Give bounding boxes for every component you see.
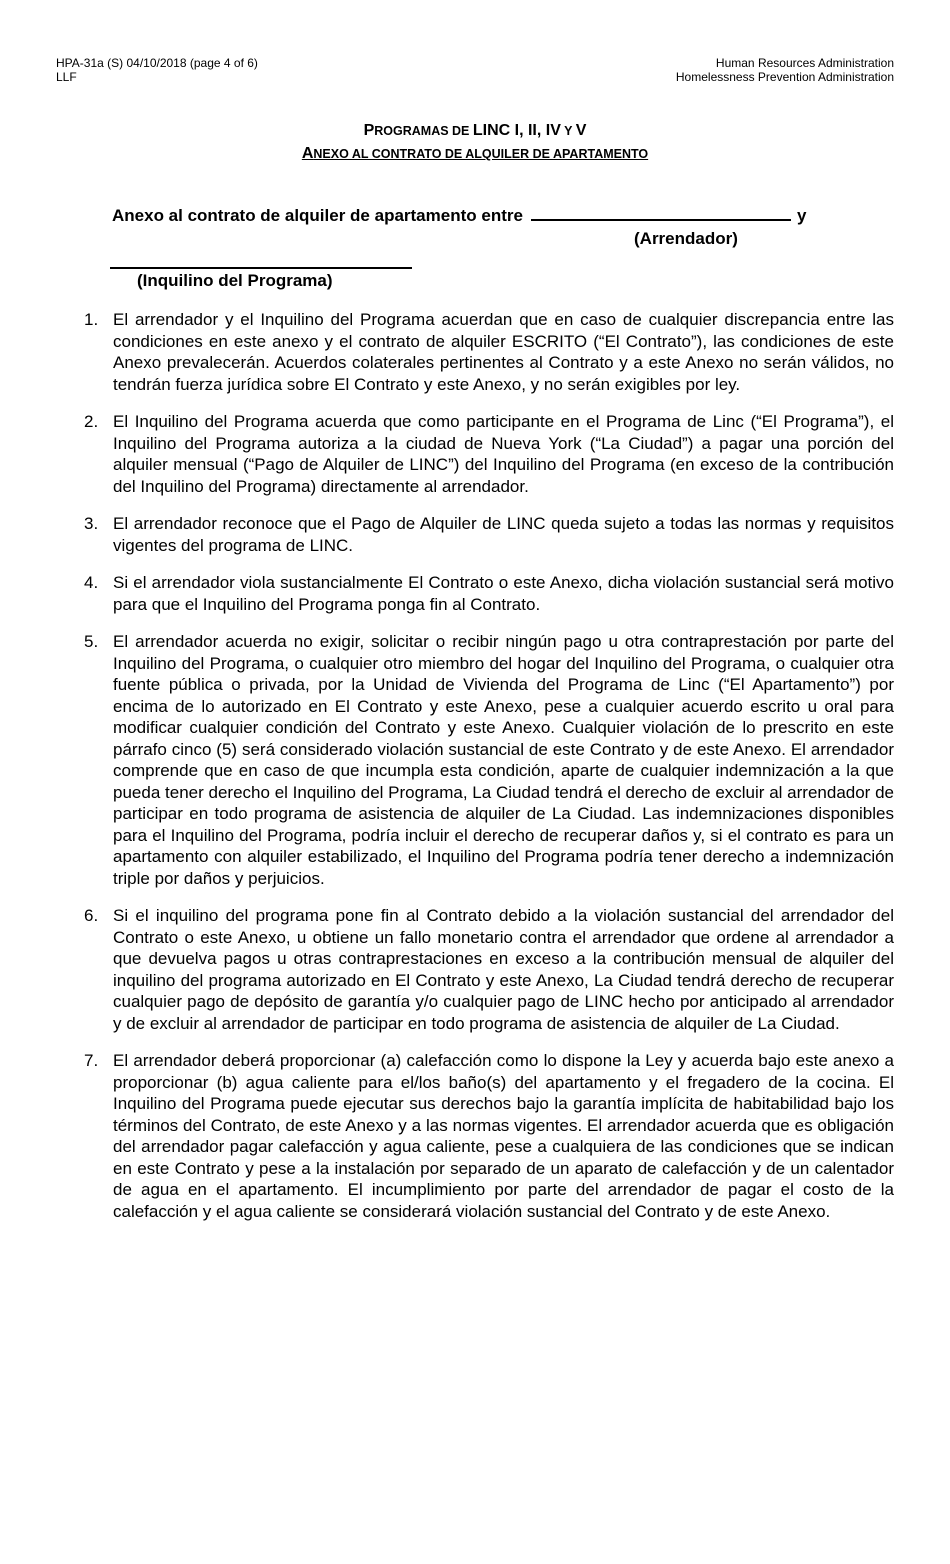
clause-text: Si el arrendador viola sustancialmente El Contrato o este Anexo, dicha violación sustancial será motivo para que el Inquilino del Programa ponga fin al Contrato.	[113, 573, 894, 614]
clause-text: El arrendador reconoce que el Pago de Alquiler de LINC queda sujeto a todas las normas y requisitos vigentes del programa de LINC.	[113, 514, 894, 555]
division-name: Homelessness Prevention Administration	[675, 70, 894, 84]
clause-6	[84, 905, 894, 1034]
clause-text: El Inquilino del Programa acuerda que como participante en el Programa de Linc (“El Programa”), el Inquilino del Programa autoriza a la ciudad de Nueva York (“La Ciudad”) a pagar una porción del alquiler mensual (“Pago de Alquiler de LINC”) del Inquilino del Programa (en exceso de la contribución del Inquilino del Programa) directamente al arrendador.	[113, 412, 894, 496]
tenant-label: (Inquilino del Programa)	[137, 271, 333, 290]
landlord-name-field[interactable]	[531, 205, 791, 221]
clause-text: El arrendador y el Inquilino del Programa acuerdan que en caso de cualquier discrepancia entre las condiciones en este anexo y el contrato de alquiler ESCRITO (“El Contrato”), las condiciones de este Anexo prevalecerán. Acuerdos colaterales pertinentes al Contrato y a este Anexo no serán válidos, no tendrán fuerza jurídica sobre El Contrato y este Anexo, y no serán exigibles por ley.	[113, 310, 894, 394]
clause-number: 4.	[84, 573, 99, 592]
document-subtitle: ANEXO AL CONTRATO DE ALQUILER DE APARTAMENTO	[301, 145, 649, 162]
tenant-name-field[interactable]	[110, 267, 412, 269]
clause-text: El arrendador deberá proporcionar (a) calefacción como lo dispone la Ley y acuerda bajo este anexo a proporcionar (b) agua caliente para el/los baño(s) del apartamento y el fregadero de la cocina. El Inquilino del Programa puede ejecutar sus derechos bajo la garantía implícita de habitabilidad bajo los términos del Contrato, de este Anexo y a las normas vigentes. El arrendador acuerda que es obligación del arrendador pagar calefacción y agua caliente, pese a cualquiera de las condiciones que se indican en este Contrato y pese a la instalación por separado de un aparato de calefacción y de un calentador de agua en el apartamento. El incumplimiento por parte del arrendador de pagar el costo de la calefacción y el agua caliente se considerará violación sustancial del Contrato y de este Anexo.	[113, 1051, 894, 1221]
clause-number: 7.	[84, 1051, 99, 1070]
parties-line	[112, 205, 806, 226]
clause-2	[84, 411, 894, 497]
clause-1	[84, 309, 894, 395]
form-code: LLF	[56, 70, 77, 84]
clause-3	[84, 513, 894, 556]
agency-name: Human Resources Administration	[715, 56, 894, 70]
clause-5	[84, 631, 894, 889]
clause-list	[84, 309, 894, 1238]
landlord-label: (Arrendador)	[634, 229, 738, 248]
form-id: HPA-31a (S) 04/10/2018 (page 4 of 6)	[56, 56, 258, 70]
parties-conjunction: y	[796, 206, 807, 225]
form-header-left	[56, 56, 258, 84]
clause-7	[84, 1050, 894, 1222]
form-header-right	[676, 56, 894, 84]
document-title: PROGRAMAS DE LINC I, II, IV Y V	[363, 122, 587, 139]
clause-4	[84, 572, 894, 615]
clause-number: 2.	[84, 412, 99, 431]
clause-number: 3.	[84, 514, 99, 533]
clause-number: 1.	[84, 310, 99, 329]
clause-number: 6.	[84, 906, 99, 925]
clause-text: El arrendador acuerda no exigir, solicitar o recibir ningún pago u otra contraprestación por parte del Inquilino del Programa, o cualquier otro miembro del hogar del Inquilino del Programa, o cualquier otra fuente pública o privada, por la Unidad de Vivienda del Programa de Linc (“El Apartamento”) por encima de lo autorizado en El Contrato y este Anexo, pese a cualquier acuerdo escrito u oral para modificar cualquier condición del Contrato y este Anexo. Cualquier violación de lo prescrito en este párrafo cinco (5) será considerado violación sustancial de este Contrato y de este Anexo. El arrendador comprende que en caso de que incumpla esta condición, aparte de cualquier indemnización a la que pueda tener derecho el Inquilino del Programa, La Ciudad tendrá el derecho de excluir al arrendador de participar en todo programa de asistencia de alquiler de La Ciudad. Las indemnizaciones disponibles para el Inquilino del Programa, podría incluir el derecho de recuperar daños y, si el contrato es para un apartamento con alquiler estabilizado, el Inquilino del Programa podría tener derecho a indemnización triple por daños y perjuicios.	[113, 632, 894, 888]
clause-number: 5.	[84, 632, 99, 651]
parties-intro: Anexo al contrato de alquiler de apartamento entre	[112, 206, 523, 225]
clause-text: Si el inquilino del programa pone fin al Contrato debido a la violación sustancial del arrendador del Contrato o este Anexo, u obtiene un fallo monetario contra el arrendador que ordene al arrendador a que devuelva pagos u otras contraprestaciones en exceso a la contribución mensual de alquiler del inquilino del programa autorizado en El Contrato y este Anexo, La Ciudad tendrá derecho de recuperar cualquier pago de depósito de garantía y/o cualquier pago de LINC hecho por anticipado al arrendador y de excluir al arrendador de participar en todo programa de asistencia de alquiler de La Ciudad.	[113, 906, 894, 1033]
